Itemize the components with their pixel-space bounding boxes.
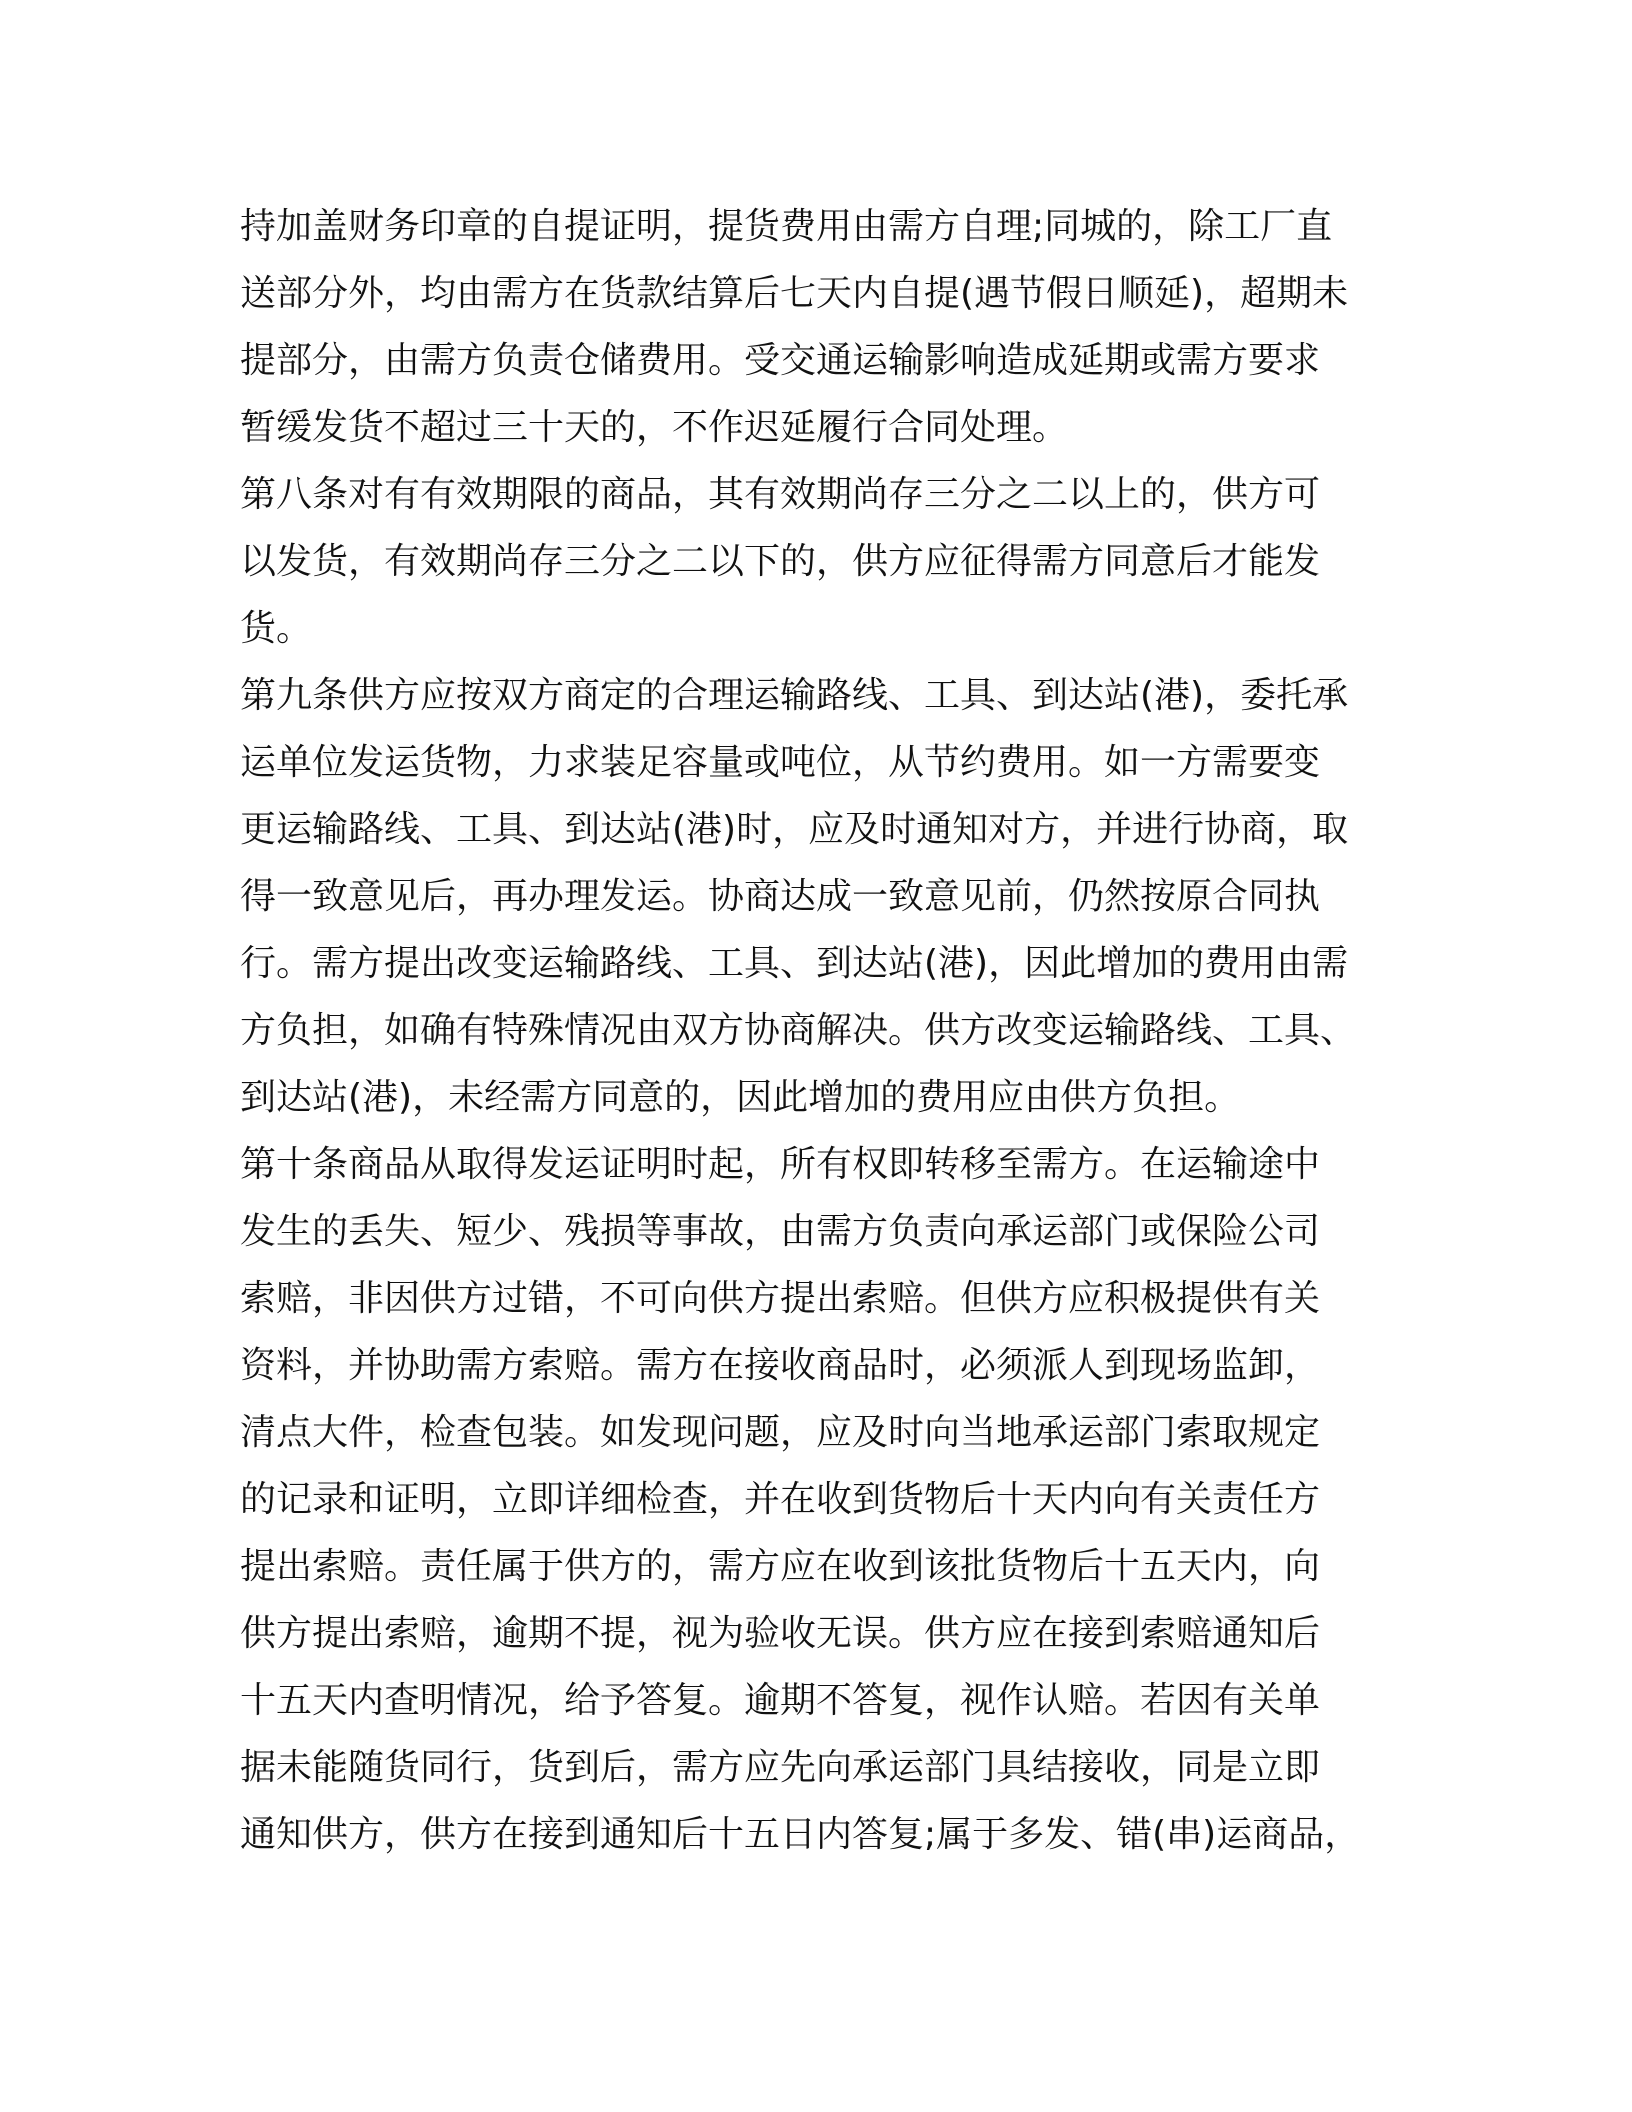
paragraph-article-8 bbox=[240, 461, 1380, 662]
paragraph-article-9 bbox=[240, 662, 1380, 1131]
text-line: 运单位发运货物，力求装足容量或吨位，从节约费用。如一方需要变 bbox=[240, 742, 1321, 783]
text-line: 据未能随货同行，货到后，需方应先向承运部门具结接收，同是立即 bbox=[240, 1747, 1321, 1788]
text-line: 以发货，有效期尚存三分之二以下的，供方应征得需方同意后才能发 bbox=[240, 541, 1321, 582]
text-line: 行。需方提出改变运输路线、工具、到达站(港)，因此增加的费用由需 bbox=[240, 943, 1349, 984]
text-line: 第九条供方应按双方商定的合理运输路线、工具、到达站(港)，委托承 bbox=[240, 675, 1349, 716]
text-line: 供方提出索赔，逾期不提，视为验收无误。供方应在接到索赔通知后 bbox=[240, 1613, 1321, 1654]
text-line: 提部分，由需方负责仓储费用。受交通运输影响造成延期或需方要求 bbox=[240, 340, 1321, 381]
paragraph-article-10 bbox=[240, 1131, 1380, 1868]
text-line: 发生的丢失、短少、残损等事故，由需方负责向承运部门或保险公司 bbox=[240, 1211, 1321, 1252]
text-line: 暂缓发货不超过三十天的，不作迟延履行合同处理。 bbox=[240, 407, 1069, 448]
text-line: 第八条对有有效期限的商品，其有效期尚存三分之二以上的，供方可 bbox=[240, 474, 1321, 515]
text-line: 通知供方，供方在接到通知后十五日内答复;属于多发、错(串)运商品， bbox=[240, 1814, 1361, 1855]
text-line: 提出索赔。责任属于供方的，需方应在收到该批货物后十五天内，向 bbox=[240, 1546, 1321, 1587]
text-line: 得一致意见后，再办理发运。协商达成一致意见前，仍然按原合同执 bbox=[240, 876, 1321, 917]
paragraph-delivery-terms bbox=[240, 193, 1380, 461]
text-line: 十五天内查明情况，给予答复。逾期不答复，视作认赔。若因有关单 bbox=[240, 1680, 1321, 1721]
text-line: 送部分外，均由需方在货款结算后七天内自提(遇节假日顺延)，超期未 bbox=[240, 273, 1349, 314]
text-line: 到达站(港)，未经需方同意的，因此增加的费用应由供方负担。 bbox=[240, 1077, 1241, 1118]
text-line: 资料，并协助需方索赔。需方在接收商品时，必须派人到现场监卸， bbox=[240, 1345, 1321, 1386]
text-line: 更运输路线、工具、到达站(港)时，应及时通知对方，并进行协商，取 bbox=[240, 809, 1349, 850]
text-line: 第十条商品从取得发运证明时起，所有权即转移至需方。在运输途中 bbox=[240, 1144, 1321, 1185]
text-line: 方负担，如确有特殊情况由双方协商解决。供方改变运输路线、工具、 bbox=[240, 1010, 1357, 1051]
text-line: 索赔，非因供方过错，不可向供方提出索赔。但供方应积极提供有关 bbox=[240, 1278, 1321, 1319]
text-line: 的记录和证明，立即详细检查，并在收到货物后十天内向有关责任方 bbox=[240, 1479, 1321, 1520]
contract-body bbox=[240, 193, 1380, 1868]
text-line: 清点大件，检查包装。如发现问题，应及时向当地承运部门索取规定 bbox=[240, 1412, 1321, 1453]
text-line: 货。 bbox=[240, 608, 313, 649]
text-line: 持加盖财务印章的自提证明，提货费用由需方自理;同城的，除工厂直 bbox=[240, 206, 1333, 247]
